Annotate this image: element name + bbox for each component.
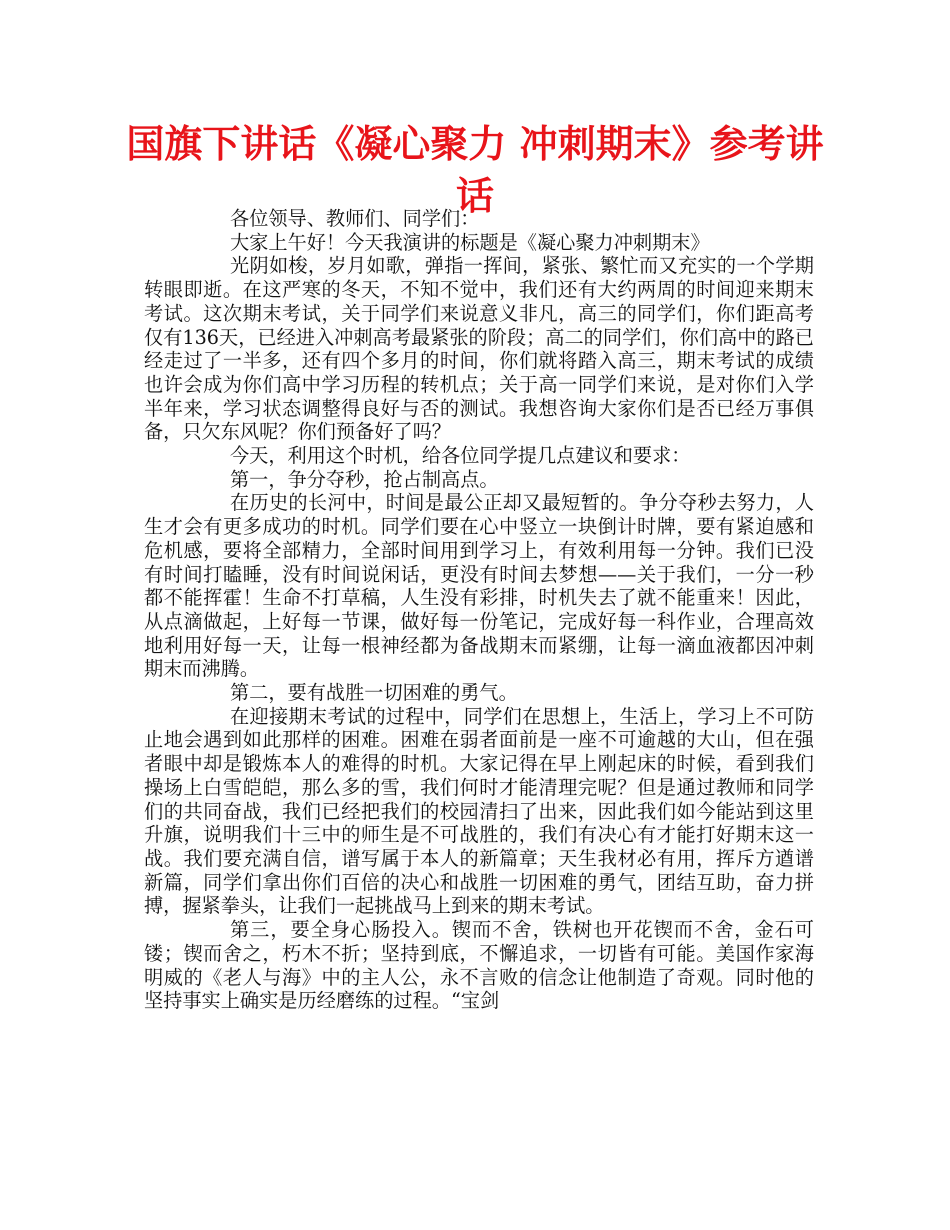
document-body bbox=[144, 207, 814, 1013]
paragraph-point-two-body: 在迎接期末考试的过程中，同学们在思想上，生活上，学习上不可防止地会遇到如此那样的困难。困难在弱者面前是一座不可逾越的大山，但在强者眼中却是锻炼本人的难得的时机。大家记得在早上刚起床的时候，看到我们操场上白雪皑皑，那么多的雪，我们何时才能清理完呢？但是通过教师和同学们的共同奋战，我们已经把我们的校园清扫了出来，因此我们如今能站到这里升旗，说明我们十三中的师生是不可战胜的，我们有决心有才能打好期末这一战。我们要充满自信，谱写属于本人的新篇章；天生我材必有用，挥斥方遒谱新篇，同学们拿出你们百倍的决心和战胜一切困难的勇气，团结互助，奋力拼搏，握紧拳头，让我们一起挑战马上到来的期末考试。 bbox=[144, 704, 814, 918]
paragraph-suggestions-lead: 今天，利用这个时机，给各位同学提几点建议和要求： bbox=[230, 444, 691, 468]
paragraph-point-three: 第三，要全身心肠投入。锲而不舍，铁树也开花锲而不舍，金石可镂；锲而舍之，朽木不折；坚持到底，不懈追求，一切皆有可能。美国作家海明威的《老人与海》中的主人公，永不言败的信念让他制造了奇观。同时他的坚持事实上确实是历经磨练的过程。“宝剑 bbox=[144, 918, 814, 1013]
paragraph-point-two-heading: 第二，要有战胜一切困难的勇气。 bbox=[230, 681, 518, 705]
document-title: 国旗下讲话《凝心聚力 冲刺期末》参考讲话 bbox=[126, 122, 824, 218]
paragraph-intro: 光阴如梭，岁月如歌，弹指一挥间，紧张、繁忙而又充实的一个学期转眼即逝。在这严寒的冬天，不知不觉中，我们还有大约两周的时间迎来期末考试。这次期末考试，关于同学们来说意义非凡，高三的同学们，你们距高考仅有136天，已经进入冲刺高考最紧张的阶段；高二的同学们，你们高中的路已经走过了一半多，还有四个多月的时间，你们就将踏入高三，期末考试的成绩也许会成为你们高中学习历程的转机点；关于高一同学们来说，是对你们入学半年来，学习状态调整得良好与否的测试。我想咨询大家你们是否已经万事俱备，只欠东风呢？你们预备好了吗？ bbox=[144, 254, 814, 444]
paragraph-salutation: 各位领导、教师们、同学们： bbox=[230, 207, 480, 230]
paragraph-point-one-body: 在历史的长河中，时间是最公正却又最短暂的。争分夺秒去努力，人生才会有更多成功的时机。同学们要在心中竖立一块倒计时牌，要有紧迫感和危机感，要将全部精力，全部时间用到学习上，有效利用每一分钟。我们已没有时间打瞌睡，没有时间说闲话，更没有时间去梦想——关于我们，一分一秒都不能挥霍！生命不打草稿，人生没有彩排，时机失去了就不能重来！因此，从点滴做起，上好每一节课，做好每一份笔记，完成好每一科作业，合理高效地利用好每一天，让每一根神经都为备战期末而紧绷，让每一滴血液都因冲刺期末而沸腾。 bbox=[144, 491, 814, 681]
paragraph-greeting: 大家上午好！今天我演讲的标题是《凝心聚力冲刺期末》 bbox=[230, 230, 710, 254]
paragraph-point-one-heading: 第一，争分夺秒，抢占制高点。 bbox=[230, 467, 499, 491]
